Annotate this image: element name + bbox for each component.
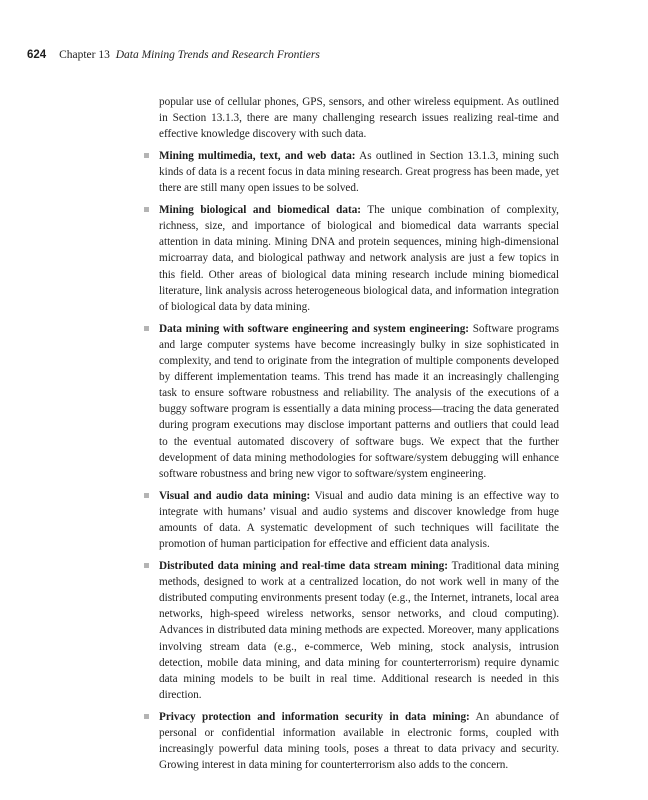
bullet-paragraph [159, 558, 559, 703]
bullet-item-biological [159, 202, 559, 315]
bullet-text: Visual and audio data mining is an effective way to integrate with humans’ visual and audio systems and discover knowledge from huge amounts of data. A systematic development of such techniques will facilitate the promotion of human participation for effective and efficient data analysis. [159, 489, 559, 551]
bullet-text: An abundance of personal or confidential information available in electronic forms, coupled with increasingly powerful data mining tools, poses a threat to data privacy and security. Growing interest in data mining for counterterrorism also adds to the concern. [159, 710, 559, 772]
bullet-text: Software programs and large computer systems have become increasingly bulky in size sophisticated in complexity, and tend to originate from the integration of multiple components developed by different implementation teams. This trend has made it an increasingly challenging task to ensure software robustness and reliability. The analysis of the executions of a buggy software program is essentially a data mining process—tracing the data generated during program executions may disclose important patterns and outliers that could lead to the eventual automated discovery of software bugs. We expect that the further development of data mining methodologies for software/system debugging will enhance software robustness and bring new vigor to software/system engineering. [159, 322, 559, 480]
bullet-item-privacy [159, 709, 559, 774]
bullet-term: Mining biological and biomedical data: [159, 203, 362, 216]
square-bullet-icon [144, 207, 149, 212]
bullet-term: Privacy protection and information security in data mining: [159, 710, 470, 723]
bullet-item-distributed [159, 558, 559, 703]
chapter-title: Data Mining Trends and Research Frontiers [115, 49, 320, 61]
bullet-text: As outlined in Section 13.1.3, mining such kinds of data is a recent focus in data mining research. Great progress has been made, yet there are still many open issues to be solved. [159, 149, 559, 195]
intro-paragraph: popular use of cellular phones, GPS, sensors, and other wireless equipment. As outlined in Section 13.1.3, there are many challenging research issues realizing real-time and effective knowledge discovery with such data. [159, 96, 559, 141]
bullet-paragraph [159, 202, 559, 315]
square-bullet-icon [144, 563, 149, 568]
bullet-item-software-engineering [159, 321, 559, 483]
page-number: 624 [27, 49, 47, 61]
bullet-text: The unique combination of complexity, richness, size, and importance of biological and biomedical data warrants special attention in data mining. Mining DNA and protein sequences, mining high-dimensional microarray data, and biological pathway and network analysis are just a few topics in this field. Other areas of biological data mining research include mining biomedical literature, link analysis across heterogeneous biological data, and information integration of biological data by data mining. [159, 203, 559, 313]
chapter-label: Chapter 13 [59, 49, 110, 61]
bullet-item-multimedia [159, 148, 559, 196]
bullet-term: Visual and audio data mining: [159, 489, 311, 502]
running-head [27, 49, 320, 61]
bullet-paragraph [159, 709, 559, 774]
bullet-paragraph [159, 488, 559, 553]
square-bullet-icon [144, 493, 149, 498]
bullet-paragraph [159, 321, 559, 483]
square-bullet-icon [144, 326, 149, 331]
bullet-item-visual-audio [159, 488, 559, 553]
square-bullet-icon [144, 714, 149, 719]
bullet-paragraph [159, 148, 559, 196]
bullet-term: Distributed data mining and real-time data stream mining: [159, 559, 448, 572]
square-bullet-icon [144, 153, 149, 158]
bullet-term: Data mining with software engineering and system engineering: [159, 322, 470, 335]
body-text [159, 94, 559, 773]
bullet-text: Traditional data mining methods, designed to work at a centralized location, do not work well in many of the distributed computing environments present today (e.g., the Internet, intranets, local area networks, high-speed wireless networks, sensor networks, and cloud computing). Advances in distributed data mining methods are expected. Moreover, many applications involving stream data (e.g., e-commerce, Web mining, stock analysis, intrusion detection, mobile data mining, and data mining for counterterrorism) require dynamic data mining models to be built in real time. Additional research is needed in this direction. [159, 559, 559, 701]
bullet-term: Mining multimedia, text, and web data: [159, 149, 356, 162]
